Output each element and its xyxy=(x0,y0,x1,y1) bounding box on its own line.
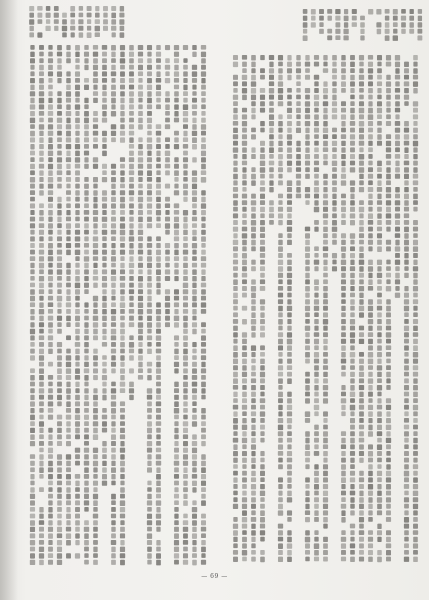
page-number: — 69 — xyxy=(201,573,228,580)
text-block xyxy=(303,9,423,41)
text-block xyxy=(29,6,124,38)
text-block xyxy=(30,45,206,565)
text-block xyxy=(233,55,418,562)
